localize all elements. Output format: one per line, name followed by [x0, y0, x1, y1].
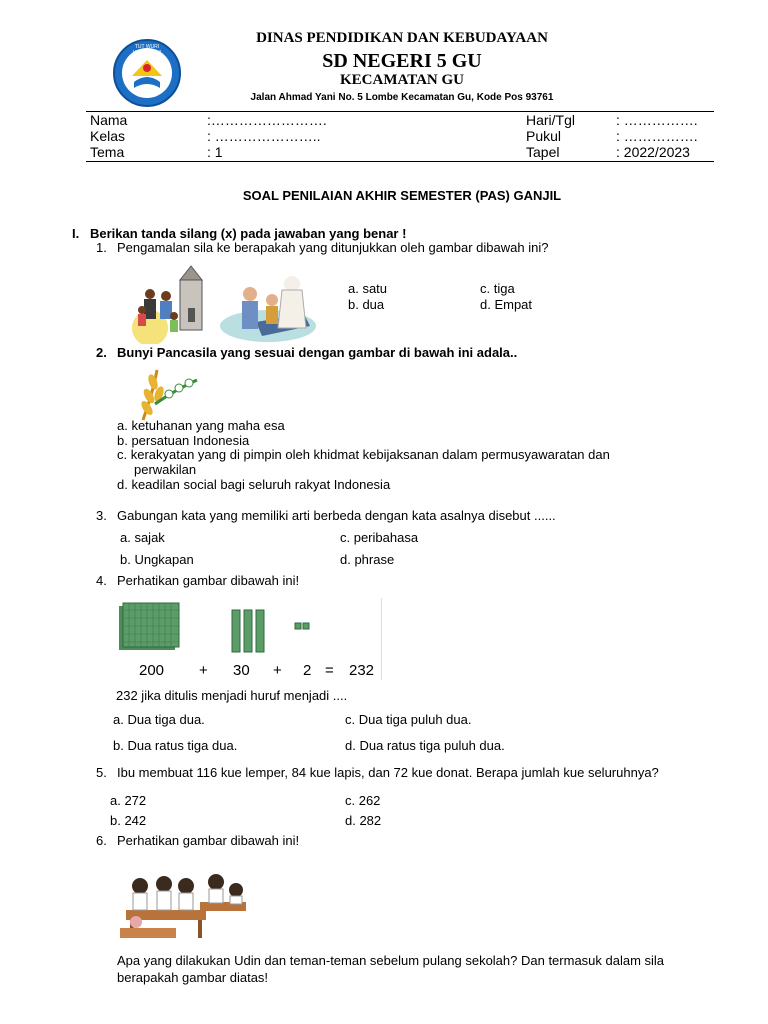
tema-value: : 1	[207, 144, 223, 160]
kelas-field[interactable]: : …………………..	[207, 128, 321, 144]
q2-text: Bunyi Pancasila yang sesuai dengan gambar di bawah ini adala..	[117, 345, 518, 360]
q6-classroom-image	[116, 860, 248, 942]
eq-200: 200	[139, 662, 165, 679]
info-border-bottom	[86, 161, 714, 162]
eq-2: 2	[303, 662, 312, 679]
q3-option-b[interactable]: b. Ungkapan	[120, 552, 194, 567]
hari-field[interactable]: : …………….	[616, 112, 698, 128]
pukul-field[interactable]: : …………….	[616, 128, 698, 144]
q1-option-a[interactable]: a. satu	[348, 281, 388, 296]
q1-praying-family-image	[218, 266, 318, 344]
q5-option-d[interactable]: d. 282	[345, 813, 382, 828]
q2-option-d[interactable]: d. keadilan social bagi seluruh rakyat Indonesia	[117, 477, 391, 492]
nama-field[interactable]: :…………………….	[207, 112, 327, 128]
tema-label: Tema	[90, 144, 125, 160]
q6-number: 6.	[96, 833, 107, 848]
q6-subquestion-line1: Apa yang dilakukan Udin dan teman-teman sebelum pulang sekolah? Dan termasuk dalam sila	[117, 953, 665, 968]
q1-option-d[interactable]: d. Empat	[480, 297, 533, 312]
hari-label: Hari/Tgl	[526, 112, 576, 128]
nama-label: Nama	[90, 112, 128, 128]
q2-option-b[interactable]: b. persatuan Indonesia	[117, 433, 250, 448]
q4-subquestion: 232 jika ditulis menjadi huruf menjadi ....	[116, 688, 348, 703]
section-instruction: Berikan tanda silang (x) pada jawaban yang benar !	[90, 226, 407, 241]
q5-text: Ibu membuat 116 kue lemper, 84 kue lapis, dan 72 kue donat. Berapa jumlah kue seluruhnya?	[117, 765, 659, 780]
section-number: I.	[72, 226, 80, 241]
eq-plus-1: +	[199, 662, 208, 679]
eq-plus-2: +	[273, 662, 282, 679]
q6-subquestion-line2: berapakah gambar diatas!	[117, 970, 269, 985]
q4-text: Perhatikan gambar dibawah ini!	[117, 573, 300, 588]
q5-option-c[interactable]: c. 262	[345, 793, 381, 808]
header-line2: SD NEGERI 5 GU	[322, 50, 482, 72]
header-address: Jalan Ahmad Yani No. 5 Lombe Kecamatan Gu, Kode Pos 93761	[250, 92, 554, 103]
eq-equals: =	[325, 662, 334, 679]
q5-option-b[interactable]: b. 242	[110, 813, 147, 828]
pukul-label: Pukul	[526, 128, 562, 144]
q3-option-c[interactable]: c. peribahasa	[340, 530, 419, 545]
q5-number: 5.	[96, 765, 107, 780]
q1-family-church-image	[128, 262, 212, 344]
q1-text: Pengamalan sila ke berapakah yang ditunjukkan oleh gambar dibawah ini?	[117, 240, 549, 255]
q1-number: 1.	[96, 240, 107, 255]
q3-option-a[interactable]: a. sajak	[120, 530, 165, 545]
q4-option-d[interactable]: d. Dua ratus tiga puluh dua.	[345, 738, 505, 753]
header-line3: KECAMATAN GU	[339, 72, 465, 88]
q4-number: 4.	[96, 573, 107, 588]
exam-title: SOAL PENILAIAN AKHIR SEMESTER (PAS) GANJIL	[242, 188, 562, 203]
q3-option-d[interactable]: d. phrase	[340, 552, 395, 567]
tapel-label: Tapel	[526, 144, 560, 160]
eq-232: 232	[349, 662, 375, 679]
q1-option-b[interactable]: b. dua	[348, 297, 385, 312]
kelas-label: Kelas	[90, 128, 126, 144]
q3-number: 3.	[96, 508, 107, 523]
q4-option-c[interactable]: c. Dua tiga puluh dua.	[345, 712, 472, 727]
tapel-value: : 2022/2023	[616, 144, 690, 160]
q2-option-a[interactable]: a. ketuhanan yang maha esa	[117, 418, 285, 433]
header-line1: DINAS PENDIDIKAN DAN KEBUDAYAAN	[256, 30, 548, 46]
eq-30: 30	[233, 662, 250, 679]
q6-text: Perhatikan gambar dibawah ini!	[117, 833, 300, 848]
q2-option-c-continued: perwakilan	[134, 462, 197, 477]
q2-number: 2.	[96, 345, 107, 360]
q5-option-a[interactable]: a. 272	[110, 793, 147, 808]
q3-text: Gabungan kata yang memiliki arti berbeda dengan kata asalnya disebut ......	[117, 508, 556, 523]
q4-option-b[interactable]: b. Dua ratus tiga dua.	[113, 738, 238, 753]
q1-option-c[interactable]: c. tiga	[480, 281, 515, 296]
q2-option-c[interactable]: c. kerakyatan yang di pimpin oleh khidmat kebijaksanan dalam permusyawaratan dan	[117, 447, 610, 462]
q4-option-a[interactable]: a. Dua tiga dua.	[113, 712, 205, 727]
q4-base-ten-blocks-image	[113, 598, 382, 680]
q2-rice-cotton-image	[135, 362, 201, 424]
logo-text: TUT WURI HANDAYANI	[132, 44, 162, 56]
